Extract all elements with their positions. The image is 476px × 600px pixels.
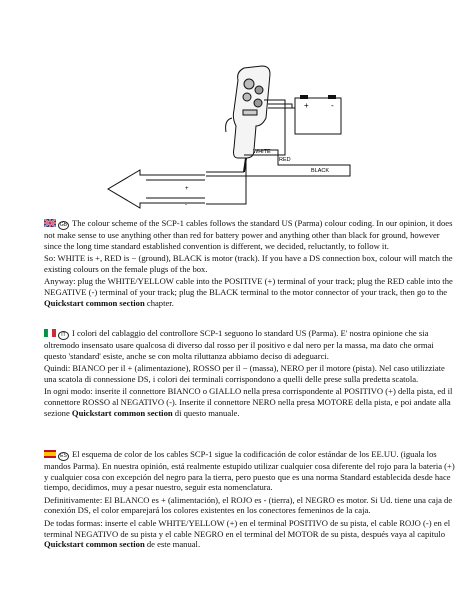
english-text-1: The colour scheme of the SCP-1 cables follows the standard US (Parma) colour coding. In our opinion, it does not make sense to use anything other than red for battery power and anything other than black for ground, however since the long time standard established convention is different, we decided, reluctantly, to follow it. (44, 218, 453, 251)
uk-flag-icon (44, 219, 56, 227)
italian-text-1: I colori del cablaggio del controllore SCP-1 seguono lo standard US (Parma). E' nostra opinione che sia oltremodo insensato usare qualcosa di diverso dal rosso per il positivo e dal nero per la massa, ma dato che ormai questo 'standard' esiste, anche se con molta riluttanza abbiamo deciso di adeguarci. (44, 328, 434, 361)
battery-minus-label: - (331, 101, 334, 110)
english-paragraph-3 (44, 276, 456, 308)
language-badge-es: ES (58, 452, 69, 461)
spanish-text-3a: De todas formas: inserte el cable WHITE/YELLOW (+) en el terminal POSITIVO de su pista, el cable ROJO (-) en el terminal NEGATIVO de su pista y el cable NEGRO en el terminal del MOTOR de su pista, después vaya al capitulo (44, 517, 451, 539)
italian-paragraph-3 (44, 386, 456, 418)
battery (295, 95, 341, 134)
wire-label-black: BLACK (311, 168, 330, 174)
wire-label-red: RED (279, 157, 291, 163)
spanish-section (44, 449, 456, 552)
wiring-diagram (0, 0, 476, 215)
english-paragraph-1 (44, 218, 456, 251)
track-illustration (108, 170, 205, 208)
spain-flag-icon (44, 450, 56, 458)
italy-flag-icon (44, 329, 56, 337)
spanish-quickstart-ref: Quickstart common section (44, 539, 145, 550)
italian-paragraph-1 (44, 328, 456, 361)
italian-quickstart-ref: Quickstart common section (71, 407, 173, 418)
spanish-paragraph-1 (44, 449, 456, 493)
italian-text-3b: di questo manuale. (172, 407, 240, 418)
english-paragraph-2: So: WHITE is +, RED is − (ground), BLACK is motor (track). If you have a DS connection box, colour will match the existing colours on the female plugs of the box. (44, 253, 453, 274)
controller-illustration (226, 66, 270, 172)
language-badge-en: GB (59, 222, 68, 228)
track-minus-label: - (185, 202, 187, 208)
wire-label-white: WHITE (253, 149, 271, 155)
italian-text-3a: In ogni modo: inserite il connettore BIANCO o GIALLO nella presa corrispondente al POSITIVO (+) della pista, ed il connettore ROSSO al NEGATIVO (-). Inserite il connettore NERO nella presa MOTORE della pista, e poi andate alla sezione (44, 386, 453, 418)
english-quickstart-ref: Quickstart common section (44, 297, 145, 308)
italian-section (44, 328, 456, 420)
spanish-text-1: El esquema de color de los cables SCP-1 sigue la codificación de color estándar de los EE.UU. (iguala los mandos Parma). En nuestra opinión, está realmente estupido utilizar cualquier cosa diferente del rojo para la bateria (+) y cualquier cosa con excepción del negro para la tierra, pero puesto que es una norma Standard establecida desde hace tiempo, decidimos, muy a pesar nuestro, seguir esta nomenclatura. (44, 449, 455, 493)
battery-plus-label: + (304, 101, 309, 110)
english-section (44, 218, 456, 310)
track-plus-label: + (185, 186, 189, 192)
spanish-text-3b: de este manual. (144, 539, 201, 550)
italian-paragraph-2: Quindi: BIANCO per il + (alimentazione), ROSSO per il − (massa), NERO per il motore (pista). Nel caso utilizziate una scatola di connessione DS, i colori dei terminali corrispondono a quelli delle prese sulla predetta scatola. (44, 363, 445, 384)
spanish-paragraph-3 (44, 518, 456, 550)
spanish-paragraph-2: Definitivamente: El BLANCO es + (alimentación), el ROJO es - (tierra), el NEGRO es motor. Si Ud. tiene una caja de conexión DS, el color emparejará los colores existentes en los conectores femeninos de la caja. (44, 494, 453, 516)
english-text-3b: chapter. (144, 297, 174, 308)
language-badge-it: IT (58, 331, 69, 340)
english-text-3a: Anyway: plug the WHITE/YELLOW cable into the POSITIVE (+) terminal of your track; plug the RED cable into the NEGATIVE (-) terminal of your track; plug the BLACK terminal to the motor connector of your track, then go to the (44, 276, 453, 297)
